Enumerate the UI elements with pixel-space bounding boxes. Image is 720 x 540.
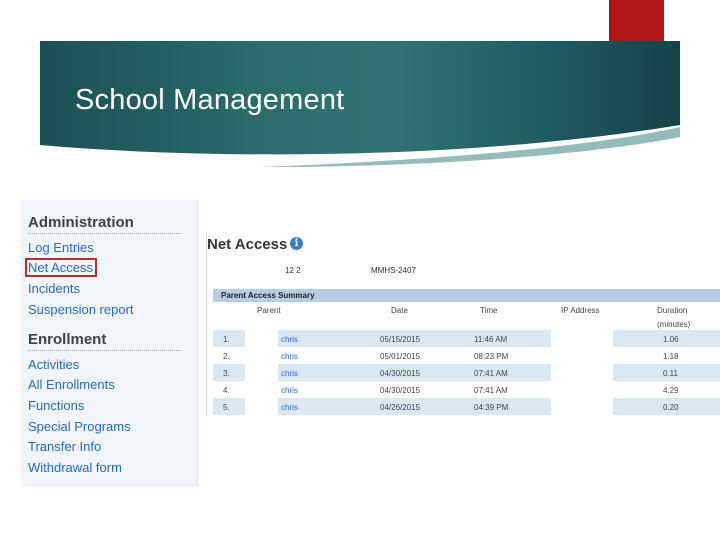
col-header-duration-unit: (minutes) [657, 320, 691, 329]
row-date: 04/30/2015 [380, 386, 421, 395]
col-header-duration [657, 306, 690, 329]
row-duration: 0.11 [663, 369, 678, 378]
row-time: 07:41 AM [474, 369, 508, 378]
main-panel-border [206, 233, 207, 416]
row-date: 05/15/2015 [380, 335, 421, 344]
slide-title: School Management [75, 84, 345, 116]
sidebar-item-all-enrollments[interactable]: All Enrollments [28, 377, 115, 392]
row-time: 11:46 AM [474, 335, 508, 344]
meta-left: 12 2 [285, 266, 301, 275]
section-divider [28, 233, 181, 234]
section-title-administration: Administration [28, 214, 134, 231]
table-caption: Parent Access Summary [213, 289, 720, 302]
table-row [213, 381, 720, 398]
col-header-time: Time [480, 306, 498, 315]
sidebar-item-activities[interactable]: Activities [28, 357, 80, 372]
sidebar-item-suspension-report[interactable]: Suspension report [28, 302, 134, 317]
row-duration: 4.29 [663, 386, 679, 395]
row-parent[interactable]: chris [281, 369, 298, 378]
row-parent[interactable]: chris [281, 352, 298, 361]
sidebar-item-log-entries[interactable]: Log Entries [28, 240, 94, 255]
table-row [213, 330, 720, 347]
info-icon[interactable]: i [290, 237, 303, 250]
row-parent[interactable]: chris [281, 335, 298, 344]
row-gap [245, 330, 278, 347]
page-title: Net Access [207, 236, 288, 253]
sidebar-item-functions[interactable]: Functions [28, 398, 85, 413]
sidebar-item-transfer-info[interactable]: Transfer Info [28, 439, 102, 454]
table-row [213, 364, 720, 381]
table-row [213, 347, 720, 364]
row-date: 05/01/2015 [380, 352, 421, 361]
row-gap [551, 398, 613, 415]
row-parent[interactable]: chris [281, 403, 298, 412]
table-header-row [213, 302, 720, 330]
row-time: 07:41 AM [474, 386, 508, 395]
row-number: 2. [223, 352, 230, 361]
row-number: 5. [223, 403, 230, 412]
row-gap [551, 364, 613, 381]
row-date: 04/26/2015 [380, 403, 421, 412]
sidebar-item-special-programs[interactable]: Special Programs [28, 419, 131, 434]
col-header-ip-address: IP Address [561, 306, 600, 315]
section-title-enrollment: Enrollment [28, 331, 107, 348]
sidebar-item-withdrawal-form[interactable]: Withdrawal form [28, 460, 122, 475]
parent-access-table [213, 289, 720, 415]
row-duration: 0.20 [663, 403, 679, 412]
row-duration: 1.06 [663, 335, 679, 344]
col-header-date: Date [391, 306, 408, 315]
row-number: 1. [223, 335, 230, 344]
col-header-parent: Parent [257, 306, 281, 315]
row-parent[interactable]: chris [281, 386, 298, 395]
section-divider [28, 350, 181, 351]
row-gap [551, 330, 613, 347]
sidebar-item-incidents[interactable]: Incidents [28, 281, 81, 296]
meta-right: MMHS-2407 [371, 266, 416, 275]
sidebar-item-net-access[interactable]: Net Access [28, 260, 94, 275]
row-time: 08:23 PM [474, 352, 509, 361]
table-row [213, 398, 720, 415]
row-number: 3. [223, 369, 230, 378]
row-date: 04/30/2015 [380, 369, 421, 378]
row-gap [245, 398, 278, 415]
sidebar [21, 200, 198, 487]
row-time: 04:39 PM [474, 403, 509, 412]
row-number: 4. [223, 386, 230, 395]
row-gap [245, 364, 278, 381]
col-header-duration-label: Duration [657, 306, 688, 315]
row-duration: 1.18 [663, 352, 679, 361]
